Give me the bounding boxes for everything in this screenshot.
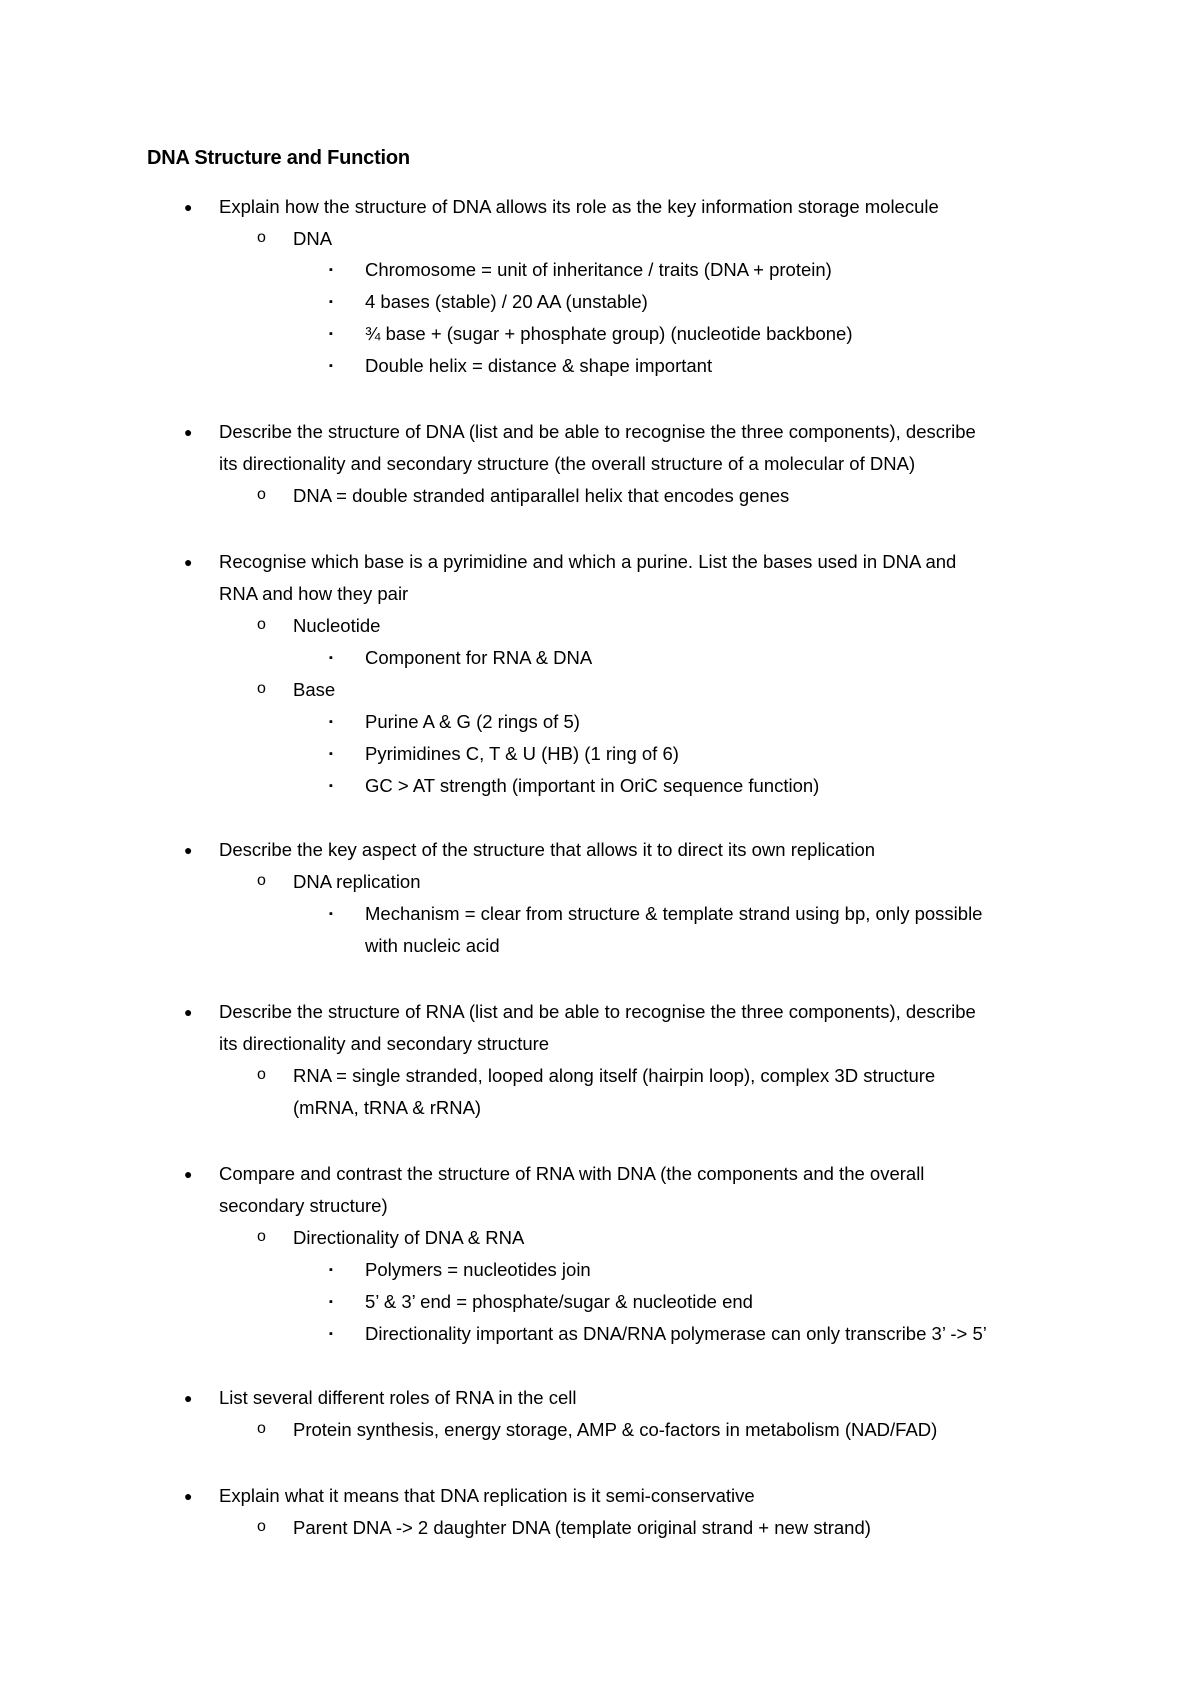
bullet-marker: ●: [184, 1390, 193, 1406]
square-marker: ▪: [329, 1328, 333, 1340]
detail-gc-strength: GC > AT strength (important in OriC sequence function): [365, 775, 820, 796]
objective-describe-dna-cont: its directionality and secondary structure (the overall structure of a molecular of DNA): [219, 453, 916, 474]
square-marker: ▪: [329, 908, 333, 920]
detail-polymers: Polymers = nucleotides join: [365, 1259, 591, 1280]
bullet-marker: ●: [184, 1166, 193, 1182]
detail-ends: 5’ & 3’ end = phosphate/sugar & nucleotide end: [365, 1291, 753, 1312]
square-marker: ▪: [329, 1296, 333, 1308]
objective-rna-roles: List several different roles of RNA in the cell: [219, 1387, 577, 1408]
detail-component: Component for RNA & DNA: [365, 647, 593, 668]
sub-item-directionality: Directionality of DNA & RNA: [293, 1227, 525, 1248]
sub-item-nucleotide: Nucleotide: [293, 615, 381, 636]
detail-directionality-importance: Directionality important as DNA/RNA polymerase can only transcribe 3’ -> 5’: [365, 1323, 987, 1344]
sub-item-base: Base: [293, 679, 336, 700]
circle-marker: o: [257, 1518, 266, 1535]
objective-compare-rna-dna: Compare and contrast the structure of RNA with DNA (the components and the overall: [219, 1163, 925, 1184]
square-marker: ▪: [329, 780, 333, 792]
sub-item-rna-definition: RNA = single stranded, looped along itself (hairpin loop), complex 3D structure: [293, 1065, 936, 1086]
sub-item-dna: DNA: [293, 228, 333, 249]
circle-marker: o: [257, 1228, 266, 1245]
sub-item-parent-dna: Parent DNA -> 2 daughter DNA (template original strand + new strand): [293, 1517, 871, 1538]
bullet-marker: ●: [184, 554, 193, 570]
detail-mechanism-cont: with nucleic acid: [365, 935, 500, 956]
circle-marker: o: [257, 872, 266, 889]
objective-describe-rna-cont: its directionality and secondary structure: [219, 1033, 550, 1054]
square-marker: ▪: [329, 652, 333, 664]
square-marker: ▪: [329, 1264, 333, 1276]
sub-item-dna-replication: DNA replication: [293, 871, 421, 892]
detail-bases: 4 bases (stable) / 20 AA (unstable): [365, 291, 648, 312]
objective-compare-rna-dna-cont: secondary structure): [219, 1195, 388, 1216]
detail-chromosome: Chromosome = unit of inheritance / traits (DNA + protein): [365, 259, 832, 280]
square-marker: ▪: [329, 296, 333, 308]
circle-marker: o: [257, 1420, 266, 1437]
square-marker: ▪: [329, 360, 333, 372]
circle-marker: o: [257, 680, 266, 697]
objective-recognise-bases: Recognise which base is a pyrimidine and which a purine. List the bases used in DNA and: [219, 551, 957, 572]
detail-mechanism: Mechanism = clear from structure & template strand using bp, only possible: [365, 903, 983, 924]
detail-pyrimidines: Pyrimidines C, T & U (HB) (1 ring of 6): [365, 743, 679, 764]
sub-item-rna-roles: Protein synthesis, energy storage, AMP & co-factors in metabolism (NAD/FAD): [293, 1419, 938, 1440]
objective-describe-rna: Describe the structure of RNA (list and be able to recognise the three components), describe: [219, 1001, 976, 1022]
square-marker: ▪: [329, 264, 333, 276]
square-marker: ▪: [329, 748, 333, 760]
circle-marker: o: [257, 229, 266, 246]
sub-item-dna-definition: DNA = double stranded antiparallel helix that encodes genes: [293, 485, 790, 506]
objective-semi-conservative: Explain what it means that DNA replication is it semi-conservative: [219, 1485, 755, 1506]
square-marker: ▪: [329, 716, 333, 728]
detail-double-helix: Double helix = distance & shape important: [365, 355, 713, 376]
circle-marker: o: [257, 1066, 266, 1083]
square-marker: ▪: [329, 328, 333, 340]
objective-replication-aspect: Describe the key aspect of the structure that allows it to direct its own replication: [219, 839, 876, 860]
circle-marker: o: [257, 616, 266, 633]
sub-item-rna-definition-cont: (mRNA, tRNA & rRNA): [293, 1097, 482, 1118]
page-title: DNA Structure and Function: [147, 147, 410, 169]
bullet-marker: ●: [184, 842, 193, 858]
bullet-marker: ●: [184, 199, 193, 215]
detail-backbone: ¾ base + (sugar + phosphate group) (nucleotide backbone): [365, 323, 853, 344]
bullet-marker: ●: [184, 1488, 193, 1504]
objective-describe-dna: Describe the structure of DNA (list and be able to recognise the three components), describe: [219, 421, 976, 442]
bullet-marker: ●: [184, 424, 193, 440]
detail-purine: Purine A & G (2 rings of 5): [365, 711, 580, 732]
objective-recognise-bases-cont: RNA and how they pair: [219, 583, 409, 604]
objective-explain-structure: Explain how the structure of DNA allows its role as the key information storage molecule: [219, 196, 939, 217]
bullet-marker: ●: [184, 1004, 193, 1020]
circle-marker: o: [257, 486, 266, 503]
